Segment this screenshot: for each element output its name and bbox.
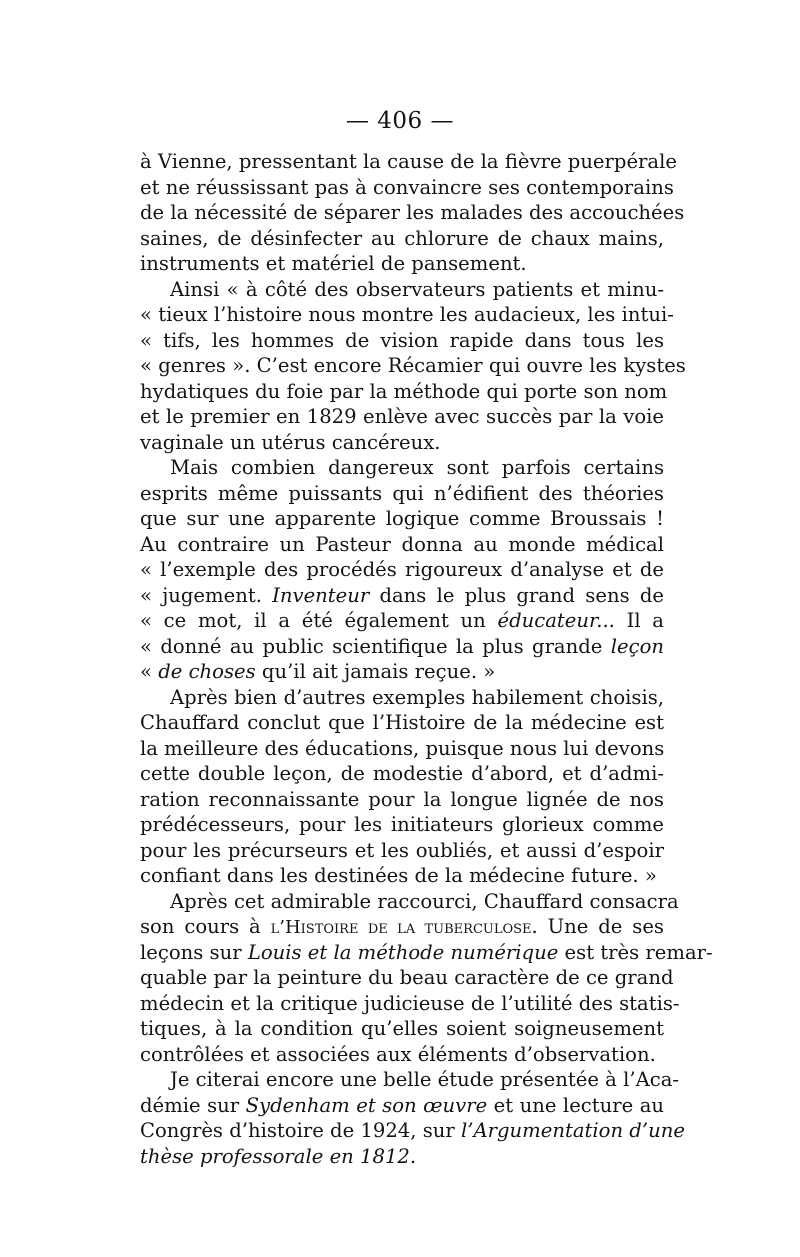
text-line (140, 1118, 685, 1144)
line-segment: Congrès d’histoire de 1924, sur (140, 1119, 461, 1142)
text-line: et le premier en 1829 enlève avec succès par la voie (140, 405, 664, 428)
text-line: Mais combien dangereux sont parfois certains (170, 456, 664, 479)
italic-segment: l’Argumentation d’une (461, 1119, 685, 1142)
text-line (140, 583, 664, 609)
text-line: pour les précurseurs et les oubliés, et aussi d’espoir (140, 838, 664, 862)
text-line: Après bien d’autres exemples habilement choisis, (170, 685, 664, 709)
text-line: quable par la peinture du beau caractère de ce grand (140, 966, 674, 989)
line-segment: dans le plus grand sens de (369, 583, 664, 607)
text-line: et ne réussissant pas à convaincre ses contemporains (140, 175, 674, 199)
text-line: thèse professorale en 1812. (140, 1144, 417, 1168)
text-line: saines, de désinfecter au chlorure de chaux mains, (140, 226, 664, 250)
text-line: confiant dans les destinées de la médecine future. » (140, 864, 657, 887)
line-segment: « donné au public scientifique la plus grande (140, 634, 611, 658)
italic-segment: éducateur... (497, 609, 615, 632)
line-segment: « (140, 660, 159, 683)
text-line: contrôlées et associées aux éléments d’observation. (140, 1042, 656, 1066)
text-line: « l’exemple des procédés rigoureux d’analyse et de (140, 558, 664, 581)
smallcaps-segment: l’Histoire de la tuberculose (270, 917, 532, 938)
italic-segment: leçon (610, 634, 664, 658)
text-line: de la nécessité de séparer les malades des accouchées (140, 201, 685, 224)
text-line: vaginale un utérus cancéreux. (140, 430, 441, 454)
text-line: Ainsi « à côté des observateurs patients et minu- (170, 277, 664, 301)
line-segment: leçons sur (140, 940, 248, 964)
text-line (140, 659, 664, 685)
line-segment: Il a (614, 609, 664, 632)
text-line (140, 634, 664, 660)
body-text (140, 149, 713, 1169)
line-segment: et une lecture au (487, 1093, 665, 1117)
text-line: Au contraire un Pasteur donna au monde médical (140, 532, 664, 556)
line-segment: « ce mot, il a été également un (140, 609, 498, 632)
text-line (140, 608, 664, 634)
text-line: prédécesseurs, pour les initiateurs glorieux comme (140, 813, 664, 836)
text-line: « tifs, les hommes de vision rapide dans tous les (140, 328, 664, 352)
line-segment: est très remar- (558, 940, 713, 964)
page-number: — 406 — (345, 108, 455, 134)
italic-segment: Sydenham et son œuvre (245, 1093, 488, 1117)
text-line: que sur une apparente logique comme Broussais ! (140, 507, 664, 530)
text-line: la meilleure des éducations, puisque nous lui devons (140, 736, 665, 760)
text-line: ration reconnaissante pour la longue lignée de nos (140, 787, 664, 811)
text-line: instruments et matériel de pansement. (140, 252, 527, 275)
text-line: médecin et la critique judicieuse de l’utilité des statis- (140, 991, 680, 1015)
text-line: esprits même puissants qui n’édifient des théories (140, 481, 664, 505)
text-line: Chauffard conclut que l’Histoire de la médecine est (140, 711, 664, 734)
text-line: Je citerai encore une belle étude présentée à l’Aca- (170, 1068, 680, 1091)
line-segment: « jugement. (140, 583, 273, 607)
text-line: « tieux l’histoire nous montre les audacieux, les intui- (140, 303, 674, 326)
text-line: cette double leçon, de modestie d’abord, et d’admi- (140, 762, 664, 785)
text-line: à Vienne, pressentant la cause de la fièvre puerpérale (140, 150, 677, 173)
line-segment: son cours à (140, 915, 271, 938)
italic-segment: de choses (158, 660, 256, 683)
line-segment: démie sur (140, 1093, 246, 1117)
text-line (140, 1093, 664, 1119)
line-segment: . Une de ses (531, 915, 664, 938)
italic-segment: Louis et la méthode numérique (247, 940, 559, 964)
text-line (140, 940, 713, 966)
text-line: Après cet admirable raccourci, Chauffard consacra (170, 889, 679, 913)
text-line: hydatiques du foie par la méthode qui porte son nom (140, 379, 668, 403)
italic-segment: Inventeur (272, 583, 370, 607)
text-line: tiques, à la condition qu’elles soient soigneusement (140, 1017, 664, 1040)
text-line: « genres ». C’est encore Récamier qui ouvre les kystes (140, 354, 686, 377)
text-line (140, 914, 664, 940)
line-segment: qu’il ait jamais reçue. » (255, 660, 496, 683)
